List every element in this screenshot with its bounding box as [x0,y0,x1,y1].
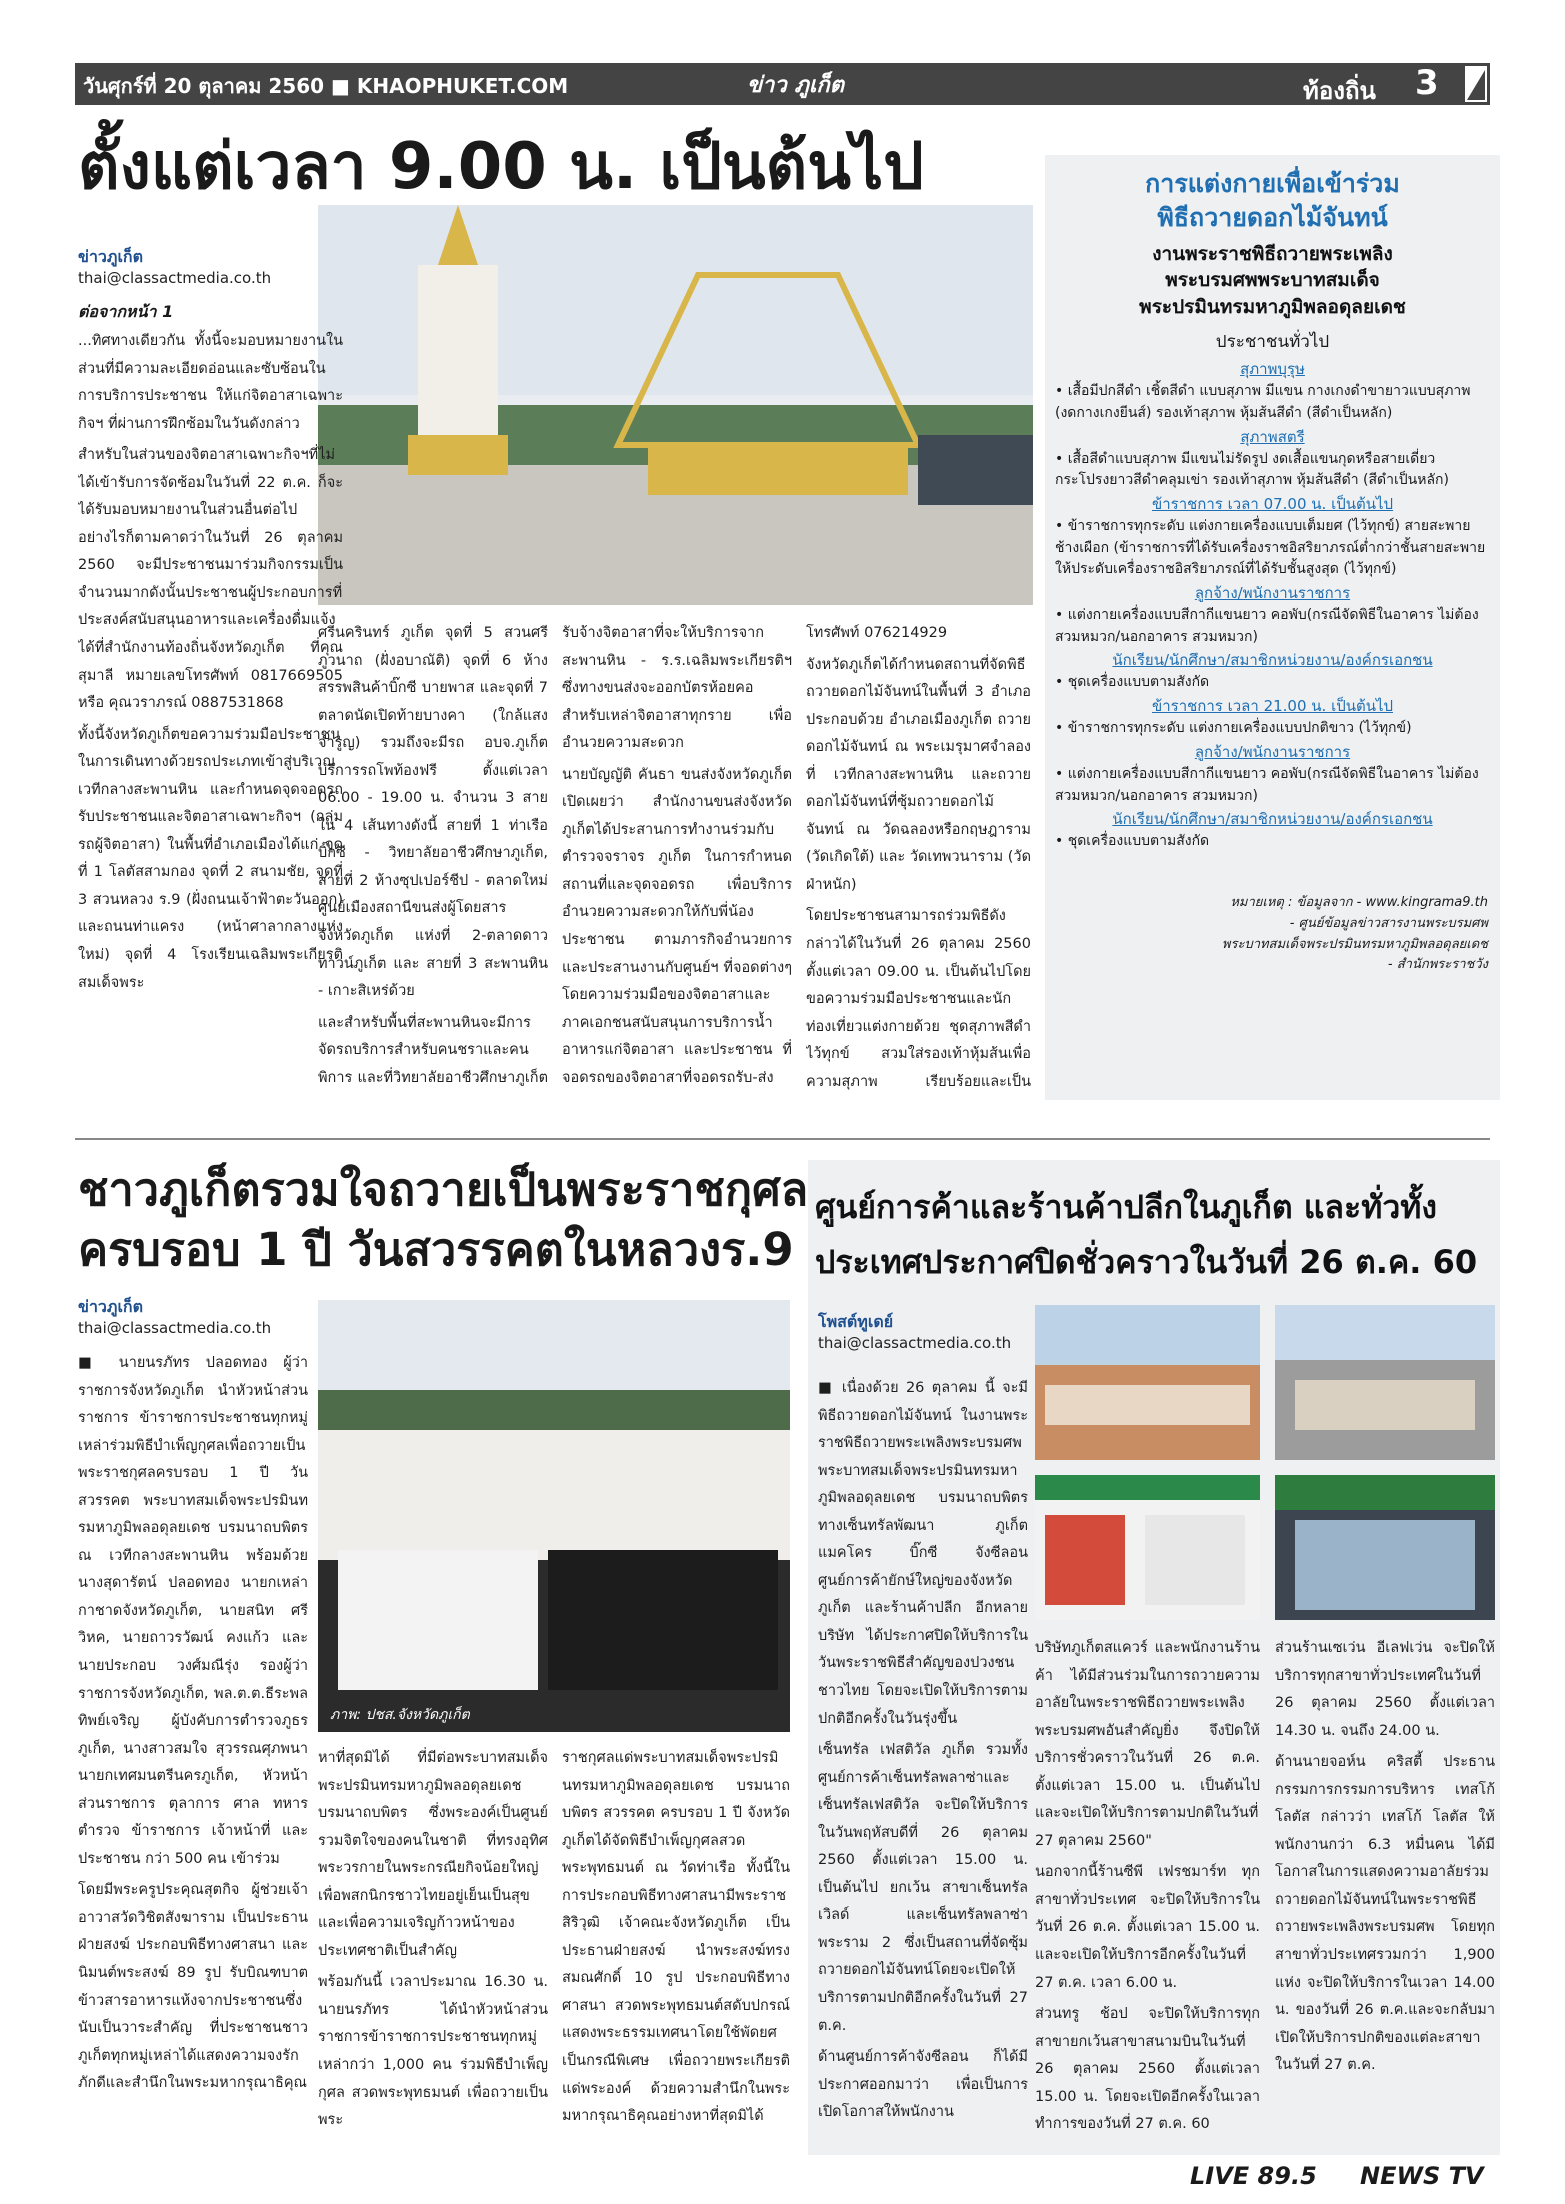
category-male: สุภาพบุรุษ [1240,360,1305,379]
category-students-2: นักเรียน/นักศึกษา/สมาชิกหน่วยงาน/องค์กรเอกชน [1112,810,1433,829]
story3-headline-1: ศูนย์การค้าและร้านค้าปลีกในภูเก็ต และทั่วทั้ง [815,1188,1437,1226]
sidebar-sub-1: งานพระราชพิธีถวายพระเพลิง [1152,242,1393,265]
story2-col1 [78,1350,308,2150]
story1-photo [318,205,1033,605]
byline-name: ข่าวภูเก็ต [78,247,143,266]
story2-byline [78,1295,308,1340]
story3-col3 [1275,1635,1495,2155]
story1-col1 [78,328,343,1098]
paragraph: นอกจากนี้ร้านซีพี เฟรชมาร์ท ทุกสาขาทั่วประเทศ จะปิดให้บริการในวันที่ 26 ต.ค. ตั้งแต่เวลา 15.00 น. และจะเปิดให้บริการอีกครั้งในวันที่ 27 ต.ค. เวลา 6.00 น. [1035,1864,1260,1991]
category-students-1: นักเรียน/นักศึกษา/สมาชิกหน่วยงาน/องค์กรเอกชน [1112,651,1433,670]
byline-name: โพสต์ทูเดย์ [818,1312,894,1331]
story1-col4 [806,620,1031,1090]
story1-headline: ตั้งแต่เวลา 9.00 น. เป็นต้นไป [78,130,924,204]
continued-label: ต่อจากหน้า 1 [78,302,174,321]
page-number: 3 [1415,63,1439,103]
item-gov-evening: • ข้าราชการทุกระดับ แต่งกายเครื่องแบบปกติขาว (ไว้ทุกข์) [1055,720,1412,737]
section-divider [75,1138,1490,1140]
sidebar-sub-3: พระปรมินทรมหาภูมิพลอดุลยเดช [1139,295,1406,318]
byline-email: thai@classactmedia.co.th [818,1334,1012,1353]
item-students-2: • ชุดเครื่องแบบตามสังกัด [1055,833,1210,850]
store-photo-1 [1035,1305,1260,1460]
news-tv-logo: NEWS TV [1360,2162,1484,2190]
category-gov-evening: ข้าราชการ เวลา 21.00 น. เป็นต้นไป [1151,697,1394,716]
item-male: • เสื้อมีปกสีดำ เชิ้ตสีดำ แบบสุภาพ มีแขน กางเกงดำขายาวแบบสุภาพ (งดกางเกงยีนส์) รองเท้าสุภาพ หุ้มส้นสีดำ (สีดำเป็นหลัก) [1055,383,1471,421]
story2-photo [318,1300,790,1732]
paragraph: ราชกุศลแด่พระบาทสมเด็จพระปรมินทรมหาภูมิพลอดุลยเดช บรมนาถบพิตร สวรรคต ครบรอบ 1 ปี จังหวัดภูเก็ตได้จัดพิธีบำเพ็ญกุศลสวดพระพุทธมนต์ ณ วัดท่าเรือ ทั้งนี้ในการประกอบพิธีทางศาสนามีพระราชสิริวุฒิ เจ้าคณะจังหวัดภูเก็ต เป็นประธานฝ่ายสงฆ์ นำพระสงฆ์ทรงสมณศักดิ์ 10 รูป ประกอบพิธีทางศาสนา สวดพระพุทธมนต์สดับปกรณ์ แสดงพระธรรมเทศนาโดยใช้พัดยศเป็นกรณีพิเศษ เพื่อถวายพระเกียรติแด่พระองค์ ด้วยความสำนึกในพระมหากรุณาธิคุณอย่างหาที่สุดมิได้ [562,1750,790,2125]
item-employee-2: • แต่งกายเครื่องแบบสีกากีแขนยาว คอพับ(กรณีจัดพิธีในอาคาร ไม่ต้องสวมหมวก/นอกอาคาร สวมหมวก) [1055,765,1479,804]
item-gov-morning: • ข้าราชการทุกระดับ แต่งกายเครื่องแบบเต็มยศ (ไว้ทุกข์) สายสะพายช้างเผือก (ข้าราชการที่ได้รับเครื่องราชอิสริยาภรณ์ต่ำกว่าชั้นสายสะพายให้ประดับเครื่องราชอิสริยาภรณ์ที่ได้รับชั้นสูงสุด (ไว้ทุกข์) [1055,518,1486,578]
dress-code-sidebar [1045,155,1500,1100]
note-4: - สำนักพระราชวัง [1387,957,1488,973]
category-female: สุภาพสตรี [1240,427,1305,446]
paragraph: โดยประชาชนสามารถร่วมพิธีดังกล่าวได้ในวันที่ 26 ตุลาคม 2560 ตั้งแต่เวลา 09.00 น. เป็นต้นไปโดยขอความร่วมมือประชาชนและนักท่องเที่ยวแต่งกายด้วย ชุดสุภาพสีดำไว้ทุกข์ สวมใส่รองเท้าหุ้มส้นเพื่อความสุภาพ เรียบร้อยและเป็น [806,908,1031,1090]
category-employee-2: ลูกจ้าง/พนักงานราชการ [1194,742,1351,761]
live-radio-logo: LIVE 89.5 [1190,2162,1317,2190]
paragraph: ■ เนื่องด้วย 26 ตุลาคม นี้ จะมีพิธีถวายดอกไม้จันทน์ ในงานพระราชพิธีถวายพระเพลิงพระบรมศพ พระบาทสมเด็จพระปรมินทรมหาภูมิพลอดุลยเดช บรมนาถบพิตร ทางเซ็นทรัลพัฒนา ภูเก็ต แมคโคร บิ๊กซี จังซีลอน ศูนย์การค้ายักษ์ใหญ่ของจังหวัดภูเก็ต และร้านค้าปลีก อีกหลายบริษัท ได้ประกาศปิดให้บริการในวันพระราชพิธีสำคัญของปวงชนชาวไทย โดยจะเปิดให้บริการตามปกติอีกครั้งในวันรุ่งขึ้น [818,1380,1028,1727]
paragraph: บริษัทภูเก็ตสแควร์ และพนักงานร้านค้า ได้มีส่วนร่วมในการถวายความอาลัยในพระราชพิธีถวายพระเพลิงพระบรมศพอันสำคัญยิ่ง จึงปิดให้บริการชั่วคราวในวันที่ 26 ต.ค. ตั้งแต่เวลา 15.00 น. เป็นต้นไป และจะเปิดให้บริการตามปกติในวันที่ 27 ตุลาคม 2560" [1035,1640,1260,1849]
store-photo-2 [1275,1305,1495,1460]
store-photo-3 [1035,1475,1260,1620]
item-employee-1: • แต่งกายเครื่องแบบสีกากีแขนยาว คอพับ(กรณีจัดพิธีในอาคาร ไม่ต้องสวมหมวก/นอกอาคาร สวมหมวก) [1055,607,1479,645]
paragraph: ■ นายนรภัทร ปลอดทอง ผู้ว่าราชการจังหวัดภูเก็ต นำหัวหน้าส่วนราชการ ข้าราชการประชาชนทุกหมู่เหล่าร่วมพิธีบำเพ็ญกุศลเพื่อถวายเป็นพระราชกุศลครบรอบ 1 ปี วันสวรรคต พระบาทสมเด็จพระปรมินทรมหาภูมิพลอดุลยเดช บรมนาถบพิตร ณ เวทีกลางสะพานหิน พร้อมด้วย นางสุดารัตน์ ปลอดทอง นายกเหล่ากาชาดจังหวัดภูเก็ต, นายสนิท ศรีวิหค, นายถาวรวัฒน์ คงแก้ว และ นายประกอบ วงศ์มณีรุ่ง รองผู้ว่าราชการจังหวัดภูเก็ต, พล.ต.ต.ธีระพล ทิพย์เจริญ ผู้บังคับการตำรวจภูธรภูเก็ต, นางสาวสมใจ สุวรรณศุภพนา นายกเทศมนตรีนครภูเก็ต, หัวหน้าส่วนราชการ ตุลาการ ศาล ทหาร ตำรวจ ข้าราชการ เจ้าหน้าที่ และประชาชน กว่า 500 คน เข้าร่วม [78,1355,308,1867]
story1-byline [78,245,343,290]
note-3: พระบาทสมเด็จพระปรมินทรมหาภูมิพลอดุลยเดช [1221,936,1488,952]
story3-headline-2: ประเทศประกาศปิดชั่วคราวในวันที่ 26 ต.ค. 60 [815,1243,1478,1281]
date-site: วันศุกร์ที่ 20 ตุลาคม 2560 ■ KHAOPHUKET.COM [83,74,569,98]
sidebar-public-label: ประชาชนทั่วไป [1215,332,1330,353]
paragraph: และสำหรับพื้นที่สะพานหินจะมีการจัดรถบริการสำหรับคนชราและคนพิการ และที่วิทยาลัยอาชีวศึกษาภูเก็ต [318,1014,548,1086]
paragraph: ทั้งนี้จังหวัดภูเก็ตขอความร่วมมือประชาชนในการเดินทางด้วยรถประเภทเข้าสู่บริเวณเวทีกลางสะพานหิน และกำหนดจุดจอดรถรับประชาชนและจิตอาสาเฉพาะกิจฯ (กลุ่มรถผู้จิตอาสา) ในพื้นที่อำเภอเมืองได้แก่ จุดที่ 1 โลตัสสามกอง จุดที่ 2 สนามชัย, จุดที่ 3 สวนหลวง ร.9 (ฝั่งถนนเจ้าฟ้าตะวันออก) และถนนท่าแครง (หน้าศาลากลางแห่งใหม่) จุดที่ 4 โรงเรียนเฉลิมพระเกียรติสมเด็จพระ [78,726,343,991]
category-employee-1: ลูกจ้าง/พนักงานราชการ [1194,584,1351,603]
sidebar-sub-2: พระบรมศพพระบาทสมเด็จ [1165,269,1380,292]
photo-caption: ภาพ: ปชส.จังหวัดภูเก็ต [330,1707,470,1723]
item-students-1: • ชุดเครื่องแบบตามสังกัด [1055,674,1210,691]
paragraph: ส่วนทรู ช้อป จะปิดให้บริการทุกสาขายกเว้นสาขาสนามบินในวันที่ 26 ตุลาคม 2560 ตั้งแต่เวลา 15.00 น. โดยจะเปิดอีกครั้งในเวลาทำการของวันที่ 27 ต.ค. 60 [1035,2006,1260,2133]
story1-col2 [318,620,548,1090]
paragraph: เซ็นทรัล เฟสติวัล ภูเก็ต รวมทั้งศูนย์การค้าเซ็นทรัลพลาซ่าและเซ็นทรัลเฟสติวัล จะปิดให้บริการในวันพฤหัสบดีที่ 26 ตุลาคม 2560 ตั้งแต่เวลา 15.00 น. เป็นต้นไป ยกเว้น สาขาเซ็นทรัลเวิลด์ และเซ็นทรัลพลาซ่า พระราม 2 ซึ่งเป็นสถานที่จัดซุ้มถวายดอกไม้จันทน์โดยจะเปิดให้บริการตามปกติอีกครั้งในวันที่ 27 ต.ค. [818,1742,1028,2034]
story2-headline-1: ชาวภูเก็ตรวมใจถวายเป็นพระราชกุศล [78,1163,809,1216]
paragraph: ส่วนร้านเซเว่น อีเลฟเว่น จะปิดให้บริการทุกสาขาทั่วประเทศในวันที่ 26 ตุลาคม 2560 ตั้งแต่เวลา 14.30 น. จนถึง 24.00 น. [1275,1640,1495,1739]
story2-col2 [318,1745,548,2150]
store-photo-4 [1275,1475,1495,1620]
story3-col1 [818,1375,1028,2155]
paragraph: นายบัญญัติ คันธา ขนส่งจังหวัดภูเก็ต เปิดเผยว่า สำนักงานขนส่งจังหวัดภูเก็ตได้ประสานการทำงานร่วมกับตำรวจจราจร ภูเก็ต ในการกำหนดสถานที่และจุดจอดรถ เพื่อบริการอำนวยความสะดวกให้กับพี่น้องประชาชน ตามภารกิจอำนวยการและประสานงานกับศูนย์ฯ ที่จอดต่างๆ โดยความร่วมมือของจิตอาสาและภาคเอกชนสนับสนุนการบริการน้ำ อาหารแก่จิตอาสา และประชาชน ที่จอดรถของจิตอาสาที่จอดรถรับ-ส่ง [562,766,792,1086]
paragraph: ...ทิศทางเดียวกัน ทั้งนี้จะมอบหมายงานในส่วนที่มีความละเอียดอ่อนและซับซ้อนในการบริการประชาชน ให้แก่จิตอาสาเฉพาะกิจฯ ที่ผ่านการฝึกซ้อมในวันดังกล่าว [78,333,343,432]
page-header [75,63,1490,105]
byline-name: ข่าวภูเก็ต [78,1297,143,1316]
category-gov-morning: ข้าราชการ เวลา 07.00 น. เป็นต้นไป [1151,495,1394,514]
byline-email: thai@classactmedia.co.th [78,269,272,288]
sidebar-title-1: การแต่งกายเพื่อเข้าร่วม [1145,169,1400,198]
story1-col3 [562,620,792,1090]
item-female: • เสื้อสีดำแบบสุภาพ มีแขนไม่รัดรูป งดเสื้อแขนกุดหรือสายเดี่ยว กระโปรงยาวสีดำคลุมเข่า รองเท้าสุภาพ หุ้มส้นสีดำ (สีดำเป็นหลัก) [1055,450,1449,489]
sidebar-title-2: พิธีถวายดอกไม้จันทน์ [1157,202,1388,232]
paragraph: รับจ้างจิตอาสาที่จะให้บริการจากสะพานหิน - ร.ร.เฉลิมพระเกียรติฯ ซึ่งทางขนส่งจะออกบัตรห้อยคอสำหรับเหล่าจิตอาสาทุกราย เพื่ออำนวยความสะดวก [562,625,792,752]
paragraph: สำหรับในส่วนของจิตอาสาเฉพาะกิจฯที่ไม่ได้เข้ารับการจัดซ้อมในวันที่ 22 ต.ค. ก็จะได้รับมอบหมายงานในส่วนอื่นต่อไป อย่างไรก็ตามคาดว่าในวันที่ 26 ตุลาคม 2560 จะมีประชาชนมาร่วมกิจกรรมเป็นจำนวนมากดังนั้นประชาชนผู้ประกอบการที่ประสงค์สนับสนุนอาหารและเครื่องดื่มแจ้งได้ที่สำนักงานท้องถิ่นจังหวัดภูเก็ต ที่คุณสุมาลี หมายเลขโทรศัพท์ 0817669505 หรือ คุณวราภรณ์ 0887531868 [78,447,343,712]
paragraph: ด้านศูนย์การค้าจังซีลอน ก็ได้มีประกาศออกมาว่า เพื่อเป็นการเปิดโอกาสให้พนักงาน [818,2049,1028,2121]
note-2: - ศูนย์ข้อมูลข่าวสารงานพระบรมศพ [1289,915,1488,931]
paragraph: โดยมีพระครูประคุณสุตกิจ ผู้ช่วยเจ้าอาวาสวัดวิชิตสังฆาราม เป็นประธานฝ่ายสงฆ์ ประกอบพิธีทางศาสนา และนิมนต์พระสงฆ์ 89 รูป รับบิณฑบาต ข้าวสารอาหารแห้งจากประชาชนซึ่งนับเป็นวาระสำคัญ ที่ประชาชนชาวภูเก็ตทุกหมู่เหล่าได้แสดงความจงรักภักดีและสำนึกในพระมหากรุณาธิคุณ [78,1882,308,2092]
section-name: ท้องถิ่น [1303,77,1376,105]
byline-email: thai@classactmedia.co.th [78,1319,272,1338]
newspaper-logo: ข่าว ภูเก็ต [747,73,845,98]
corner-arrow-icon [1462,63,1490,105]
story2-headline-2: ครบรอบ 1 ปี วันสวรรคตในหลวงร.9 [78,1223,794,1276]
paragraph: ด้านนายจอห์น คริสตี้ ประธานกรรมการกรรมการบริหาร เทสโก้ โลตัส กล่าวว่า เทสโก้ โลตัส ให้พนักงานกว่า 6.3 หมื่นคน ได้มีโอกาสในการแสดงความอาลัยร่วมถวายดอกไม้จันทน์ในพระราชพิธีถวายพระเพลิงพระบรมศพ โดยทุกสาขาทั่วประเทศรวมกว่า 1,900 แห่ง จะปิดให้บริการในเวลา 14.00 น. ของวันที่ 26 ต.ค.และจะกลับมาเปิดให้บริการปกติของแต่ละสาขาในวันที่ 27 ต.ค. [1275,1754,1495,2074]
story2-col3 [562,1745,790,2150]
note-1: หมายเหตุ : ข้อมูลจาก - www.kingrama9.th [1230,894,1488,910]
paragraph: หาที่สุดมิได้ ที่มีต่อพระบาทสมเด็จพระปรมินทรมหาภูมิพลอดุลยเดช บรมนาถบพิตร ซึ่งพระองค์เป็นศูนย์รวมจิตใจของคนในชาติ ที่ทรงอุทิศพระวรกายในพระกรณียกิจน้อยใหญ่ เพื่อพสกนิกรชาวไทยอยู่เย็นเป็นสุข และเพื่อความเจริญก้าวหน้าของประเทศชาติเป็นสำคัญ [318,1750,548,1959]
paragraph: ศรีนครินทร์ ภูเก็ต จุดที่ 5 สวนศรีภูวนาถ (ฝั่งอบาณัติ) จุดที่ 6 ห้างสรรพสินค้าบิ๊กซี บายพาส และจุดที่ 7 ตลาดนัดเปิดท้ายบางคา (ใกล้แสงจำรูญ) รวมถึงจะมีรถ อบจ.ภูเก็ตบริการรถโพท้องฟรี ตั้งแต่เวลา 06.00 - 19.00 น. จำนวน 3 สาย ใน 4 เส้นทางดังนี้ สายที่ 1 ท่าเรือ บิ๊กซี - วิทยาลัยอาชีวศึกษาภูเก็ต, สายที่ 2 ห้างซุปเปอร์ชีป - ตลาดใหม่ศูนย์เมืองสถานีขนส่งผู้โดยสารจังหวัดภูเก็ต แห่งที่ 2-ตลาดดาวทาวน์ภูเก็ต และ สายที่ 3 สะพานหิน - เกาะสิเหร่ด้วย [318,625,548,1000]
story3-byline [818,1310,1038,1355]
paragraph: จังหวัดภูเก็ตได้กำหนดสถานที่จัดพิธีถวายดอกไม้จันทน์ในพื้นที่ 3 อำเภอ ประกอบด้วย อำเภอเมืองภูเก็ต ถวายดอกไม้จันทน์ ณ พระเมรุมาศจำลอง ที่ เวทีกลางสะพานหิน และถวายดอกไม้จันทน์ที่ซุ้มถวายดอกไม้จันทน์ ณ วัดฉลองหรือกฤษฎาราม (วัดเกิดใต้) และ วัดเทพวนาราม (วัดฝ่าหนัก) [806,656,1031,893]
paragraph: โทรศัพท์ 076214929 [806,625,948,641]
story3-col2 [1035,1635,1260,2155]
paragraph: พร้อมกันนี้ เวลาประมาณ 16.30 น. นายนรภัทร ได้นำหัวหน้าส่วนราชการข้าราชการประชาชนทุกหมู่เหล่ากว่า 1,000 คน ร่วมพิธีบำเพ็ญกุศล สวดพระพุทธมนต์ เพื่อถวายเป็นพระ [318,1974,548,2129]
